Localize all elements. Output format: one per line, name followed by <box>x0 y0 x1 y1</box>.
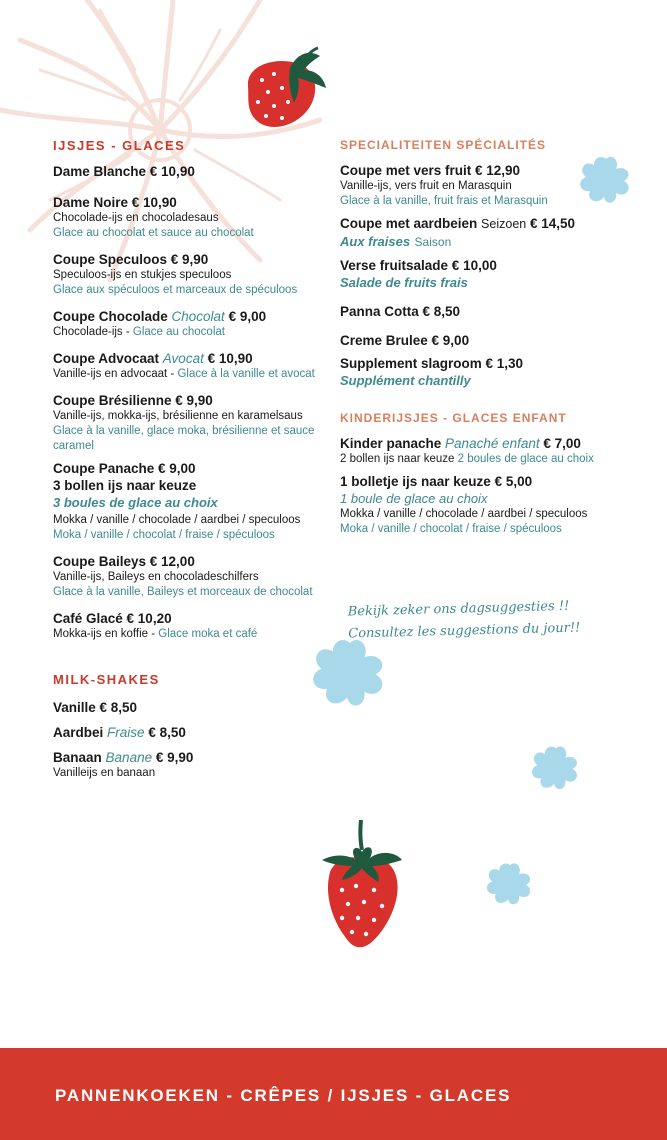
item-name: Dame Noire € 10,90 <box>53 195 177 210</box>
item-name-fr: Banane <box>105 750 153 765</box>
item-name-fr: Panaché enfant <box>445 436 540 451</box>
item-name <box>53 308 328 325</box>
menu-item-banaan <box>53 749 328 781</box>
item-desc-nl: Mokka-ijs en koffie - <box>53 628 159 640</box>
menu-item-aardbeien <box>340 215 630 251</box>
item-desc-fr: Moka / vanille / chocolat / fraise / spéculoos <box>53 529 275 541</box>
item-desc-nl: Chocolade-ijs - <box>53 326 133 338</box>
strawberry-icon <box>238 46 330 132</box>
right-column <box>340 138 630 547</box>
item-name-nl: Banaan <box>53 750 102 765</box>
item-desc-fr: Glace au chocolat et sauce au chocolat <box>53 227 254 239</box>
item-name: Coupe met vers fruit € 12,90 <box>340 163 521 178</box>
item-name <box>53 749 328 766</box>
strawberry-icon <box>318 820 404 952</box>
item-name <box>340 215 630 233</box>
item-name: Coupe Panache € 9,00 <box>53 461 196 476</box>
item-name-nl: Aardbei <box>53 725 104 740</box>
section-title-ijsjes: IJSJES - GLACES <box>53 138 186 153</box>
item-name: Panna Cotta € 8,50 <box>340 304 461 319</box>
item-price: € 9,00 <box>228 309 267 324</box>
item-desc: Vanille-ijs, Baileys en chocoladeschilfers <box>53 571 259 583</box>
item-desc: Vanille-ijs, vers fruit en Marasquin <box>340 180 512 192</box>
left-column <box>53 138 328 791</box>
menu-item-chocolade <box>53 308 328 340</box>
menu-item-aardbei <box>53 724 328 741</box>
item-desc-fr: Glace à la vanille et avocat <box>177 368 315 380</box>
item-desc: Chocolade-ijs en chocoladesaus <box>53 212 219 224</box>
item-desc-nl: Vanille-ijs en advocaat - <box>53 368 178 380</box>
item-name: Creme Brulee € 9,00 <box>340 333 470 348</box>
item-name: Vanille € 8,50 <box>53 700 138 715</box>
item-name <box>340 435 630 452</box>
blue-flower-icon <box>530 744 582 792</box>
blue-flower-icon <box>485 860 535 908</box>
item-name: Coupe Baileys € 12,00 <box>53 554 195 569</box>
menu-item-slagroom <box>340 355 630 389</box>
item-seizoen: Seizoen <box>481 217 527 231</box>
item-fr-row <box>340 233 630 251</box>
item-name: Coupe Brésilienne € 9,90 <box>53 393 213 408</box>
item-name: 1 bolletje ijs naar keuze € 5,00 <box>340 474 533 489</box>
item-desc-fr: Moka / vanille / chocolat / fraise / spéculoos <box>340 523 562 535</box>
menu-item-advocaat <box>53 350 328 382</box>
footer-title: PANNENKOEKEN - CRÊPES / IJSJES - GLACES <box>55 1086 512 1105</box>
menu-item-dame-blanche <box>53 163 328 180</box>
item-name-nl: Kinder panache <box>340 436 442 451</box>
item-saison-fr: Saison <box>414 235 452 249</box>
item-desc-fr: Glace aux spéculoos et marceaux de spéculoos <box>53 284 298 296</box>
item-name-nl: Coupe met aardbeien <box>340 216 478 231</box>
footer-banner <box>0 1048 667 1140</box>
item-sub-fr: 3 boules de glace au choix <box>53 495 218 510</box>
item-name: Café Glacé € 10,20 <box>53 611 172 626</box>
item-price: € 8,50 <box>148 725 186 740</box>
item-name-nl: Coupe Chocolade <box>53 309 168 324</box>
item-desc: Vanilleijs en banaan <box>53 767 156 779</box>
item-name: Verse fruitsalade € 10,00 <box>340 258 497 273</box>
menu-item-baileys <box>53 553 328 600</box>
item-name: Coupe Speculoos € 9,90 <box>53 252 209 267</box>
item-name-fr: Aux fraises <box>340 234 411 249</box>
item-desc <box>53 627 328 642</box>
item-name <box>53 350 328 367</box>
daily-suggestions-note <box>347 594 618 645</box>
menu-item-vanille <box>53 699 328 716</box>
item-name-fr: Chocolat <box>171 309 225 324</box>
item-desc: Vanille-ijs, mokka-ijs, brésilienne en karamelsaus <box>53 410 303 422</box>
suggestion-line-fr: Consultez les suggestions du jour!! <box>348 620 581 642</box>
item-desc-fr: Glace à la vanille, Baileys et morceaux de chocolat <box>53 586 313 598</box>
menu-item-creme-brulee <box>340 332 630 349</box>
item-name-fr: Avocat <box>162 351 204 366</box>
section-title-kinder: KINDERIJSJES - GLACES ENFANT <box>340 411 567 425</box>
item-price: € 10,90 <box>207 351 253 366</box>
item-desc-fr: Glace au chocolat <box>132 326 225 338</box>
item-desc-fr: 2 boules de glace au choix <box>457 453 594 465</box>
item-desc: Mokka / vanille / chocolade / aardbei / speculoos <box>53 514 301 526</box>
menu-item-bolletje <box>340 473 630 537</box>
item-name-fr: Salade de fruits frais <box>340 275 468 290</box>
item-price: € 14,50 <box>530 216 576 231</box>
menu-item-panna-cotta <box>340 303 630 320</box>
item-desc <box>340 452 630 467</box>
item-desc <box>53 367 328 382</box>
item-sub: 3 bollen ijs naar keuze <box>53 478 197 493</box>
item-desc: Speculoos-ijs en stukjes speculoos <box>53 269 232 281</box>
item-name-nl: Coupe Advocaat <box>53 351 160 366</box>
section-title-milkshakes: MILK-SHAKES <box>53 672 160 687</box>
menu-item-cafe-glace <box>53 610 328 642</box>
item-desc <box>53 325 328 340</box>
item-name-fr: 1 boule de glace au choix <box>340 491 488 506</box>
item-name: Dame Blanche € 10,90 <box>53 164 195 179</box>
item-desc-nl: 2 bollen ijs naar keuze <box>340 453 458 465</box>
menu-item-vers-fruit <box>340 162 630 209</box>
menu-item-panache <box>53 460 328 543</box>
item-name: Supplement slagroom € 1,30 <box>340 356 524 371</box>
item-desc-fr: Glace moka et café <box>158 628 258 640</box>
menu-item-fruitsalade <box>340 257 630 291</box>
item-desc-fr: Glace à la vanille, fruit frais et Marasquin <box>340 195 548 207</box>
section-title-specialiteiten: SPECIALITEITEN SPÉCIALITÉS <box>340 138 547 152</box>
menu-item-bresilienne <box>53 392 328 454</box>
item-price: € 9,90 <box>155 750 194 765</box>
item-name-fr: Fraise <box>107 725 145 740</box>
item-desc-fr: Glace à la vanille, glace moka, brésilienne et sauce caramel <box>53 425 315 452</box>
item-desc: Mokka / vanille / chocolade / aardbei / speculoos <box>340 508 588 520</box>
item-price: € 7,00 <box>543 436 581 451</box>
menu-item-dame-noire <box>53 194 328 241</box>
suggestion-line-nl: Bekijk zeker ons dagsuggesties !! <box>347 598 570 620</box>
menu-item-kinder-panache <box>340 435 630 467</box>
menu-item-speculoos <box>53 251 328 298</box>
item-name <box>53 724 328 741</box>
item-name-fr: Supplément chantilly <box>340 373 471 388</box>
